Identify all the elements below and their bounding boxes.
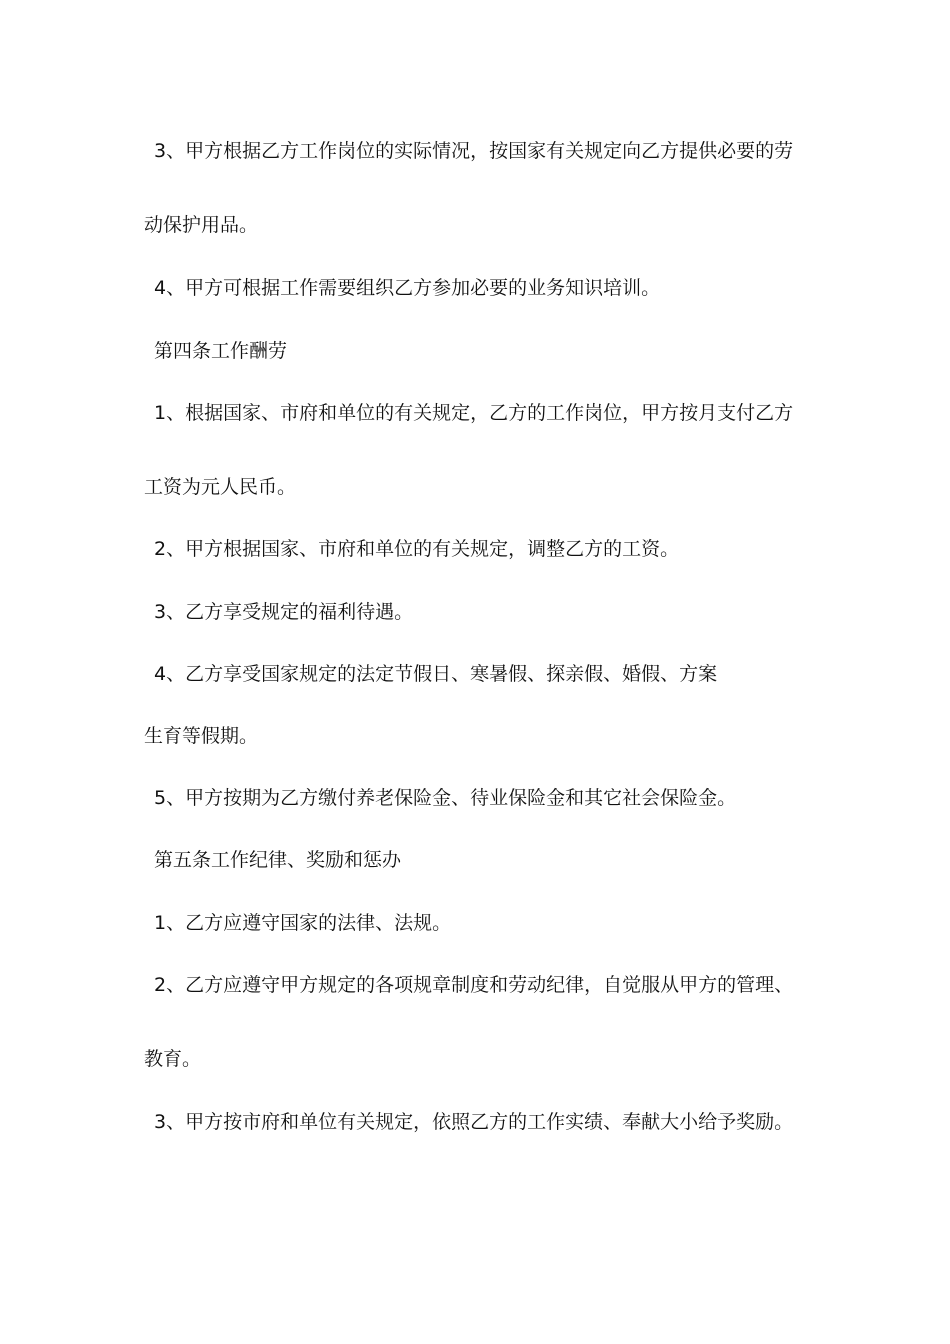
article-4-item-1-line-1: 1、根据国家、市府和单位的有关规定，乙方的工作岗位，甲方按月支付乙方 <box>154 402 794 424</box>
clause-3-line-2: 动保护用品。 <box>144 214 259 236</box>
clause-3-line-1: 3、甲方根据乙方工作岗位的实际情况，按国家有关规定向乙方提供必要的劳 <box>154 140 794 162</box>
article-5-item-2-line-1: 2、乙方应遵守甲方规定的各项规章制度和劳动纪律，自觉服从甲方的管理、 <box>154 974 794 996</box>
section-heading-article-5: 第五条工作纪律、奖励和惩办 <box>154 849 402 871</box>
article-4-item-2: 2、甲方根据国家、市府和单位的有关规定，调整乙方的工资。 <box>154 538 680 560</box>
article-4-item-3: 3、乙方享受规定的福利待遇。 <box>154 601 414 623</box>
article-5-item-1: 1、乙方应遵守国家的法律、法规。 <box>154 912 452 934</box>
article-4-item-5: 5、甲方按期为乙方缴付养老保险金、待业保险金和其它社会保险金。 <box>154 787 737 809</box>
article-5-item-2-line-2: 教育。 <box>144 1048 202 1070</box>
section-heading-article-4: 第四条工作酬劳 <box>154 340 288 362</box>
article-4-item-4-line-1: 4、乙方享受国家规定的法定节假日、寒暑假、探亲假、婚假、方案 <box>154 663 718 685</box>
article-4-item-1-line-2: 工资为元人民币。 <box>144 476 297 498</box>
article-4-item-4-line-2: 生育等假期。 <box>144 725 259 747</box>
clause-4-line: 4、甲方可根据工作需要组织乙方参加必要的业务知识培训。 <box>154 277 661 299</box>
article-5-item-3: 3、甲方按市府和单位有关规定，依照乙方的工作实绩、奉献大小给予奖励。 <box>154 1111 794 1133</box>
